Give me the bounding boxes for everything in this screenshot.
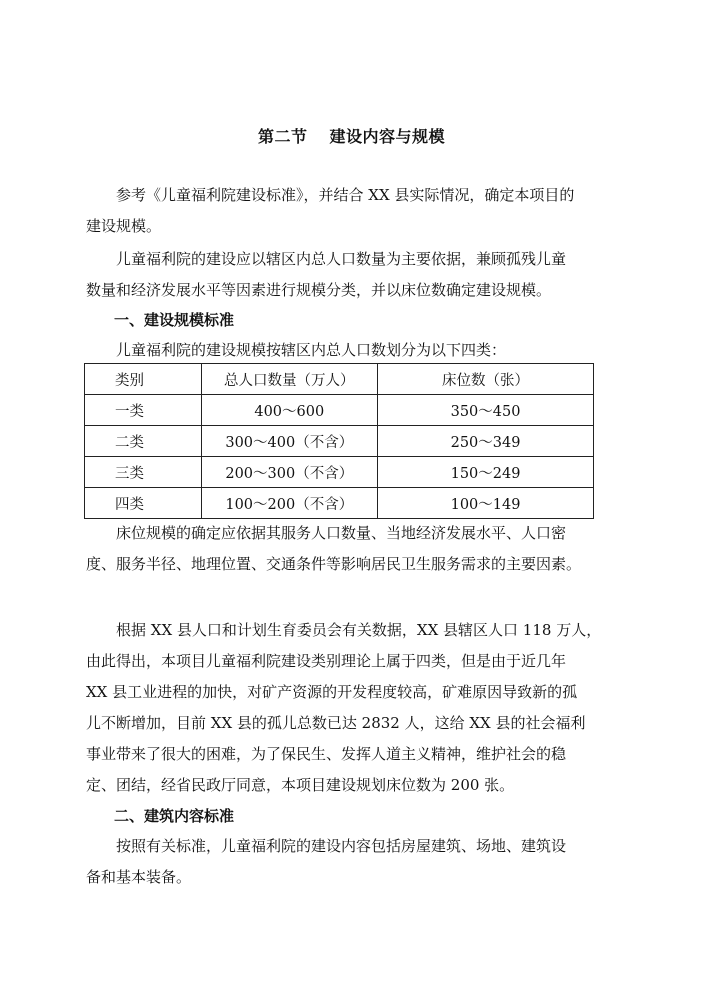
paragraph-2 (86, 244, 626, 306)
table-row (85, 426, 594, 457)
paragraph-line: 儿童福利院的建设规模按辖区内总人口数划分为以下四类： (116, 341, 507, 359)
table-cell: 三类 (85, 457, 202, 488)
paragraph-line: 度、服务半径、地理位置、交通条件等影响居民卫生服务需求的主要因素。 (86, 555, 582, 573)
paragraph-line: 根据 XX 县人口和计划生育委员会有关数据，XX 县辖区人口 118 万人， (116, 621, 602, 639)
table-header-cell: 床位数（张） (378, 364, 594, 395)
paragraph-line: 数量和经济发展水平等因素进行规模分类，并以床位数确定建设规模。 (86, 281, 552, 299)
table-row (85, 457, 594, 488)
scale-table (84, 363, 594, 519)
paragraph-line: 建设规模。 (86, 217, 162, 235)
paragraph-line: 床位规模的确定应依据其服务人口数量、当地经济发展水平、人口密 (116, 524, 567, 542)
table-header-cell: 类别 (85, 364, 202, 395)
table-cell: 一类 (85, 395, 202, 426)
section-title (0, 124, 703, 147)
table-cell: 四类 (85, 488, 202, 519)
table-row (85, 395, 594, 426)
table-header-cell: 总人口数量（万人） (201, 364, 378, 395)
paragraph-line: 儿童福利院的建设应以辖区内总人口数量为主要依据，兼顾孤残儿童 (116, 250, 567, 268)
heading-scale-standard: 一、建设规模标准 (114, 311, 235, 329)
paragraph-line: 参考《儿童福利院建设标准》，并结合 XX 县实际情况，确定本项目的 (116, 186, 575, 204)
table-cell: 100～149 (378, 488, 594, 519)
table-cell: 100～200（不含） (201, 488, 378, 519)
table-cell: 150～249 (378, 457, 594, 488)
table-row (85, 488, 594, 519)
paragraph-4 (86, 518, 626, 580)
section-number: 第二节 (257, 127, 308, 146)
paragraph-6 (86, 831, 626, 893)
paragraph-line: 儿不断增加，目前 XX 县的孤儿总数已达 2832 人，这给 XX 县的社会福利 (86, 714, 586, 732)
paragraph-3 (86, 335, 656, 366)
table-cell: 200～300（不含） (201, 457, 378, 488)
table-header-row (85, 364, 594, 395)
paragraph-line: 按照有关标准，儿童福利院的建设内容包括房屋建筑、场地、建筑设 (116, 837, 567, 855)
table-cell: 250～349 (378, 426, 594, 457)
heading-building-standard: 二、建筑内容标准 (114, 807, 235, 825)
paragraph-line: 事业带来了很大的困难，为了保民生、发挥人道主义精神，维护社会的稳 (86, 745, 567, 763)
table-cell: 二类 (85, 426, 202, 457)
section-name: 建设内容与规模 (329, 127, 446, 146)
table-cell: 350～450 (378, 395, 594, 426)
paragraph-line: 备和基本装备。 (86, 868, 192, 886)
paragraph-line: 由此得出，本项目儿童福利院建设类别理论上属于四类，但是由于近几年 (86, 652, 567, 670)
table-cell: 400～600 (201, 395, 378, 426)
paragraph-line: 定、团结，经省民政厅同意，本项目建设规划床位数为 200 张。 (86, 776, 515, 794)
paragraph-5 (86, 615, 626, 801)
table-cell: 300～400（不含） (201, 426, 378, 457)
paragraph-line: XX 县工业进程的加快，对矿产资源的开发程度较高，矿难原因导致新的孤 (86, 683, 578, 701)
paragraph-1 (86, 180, 626, 242)
